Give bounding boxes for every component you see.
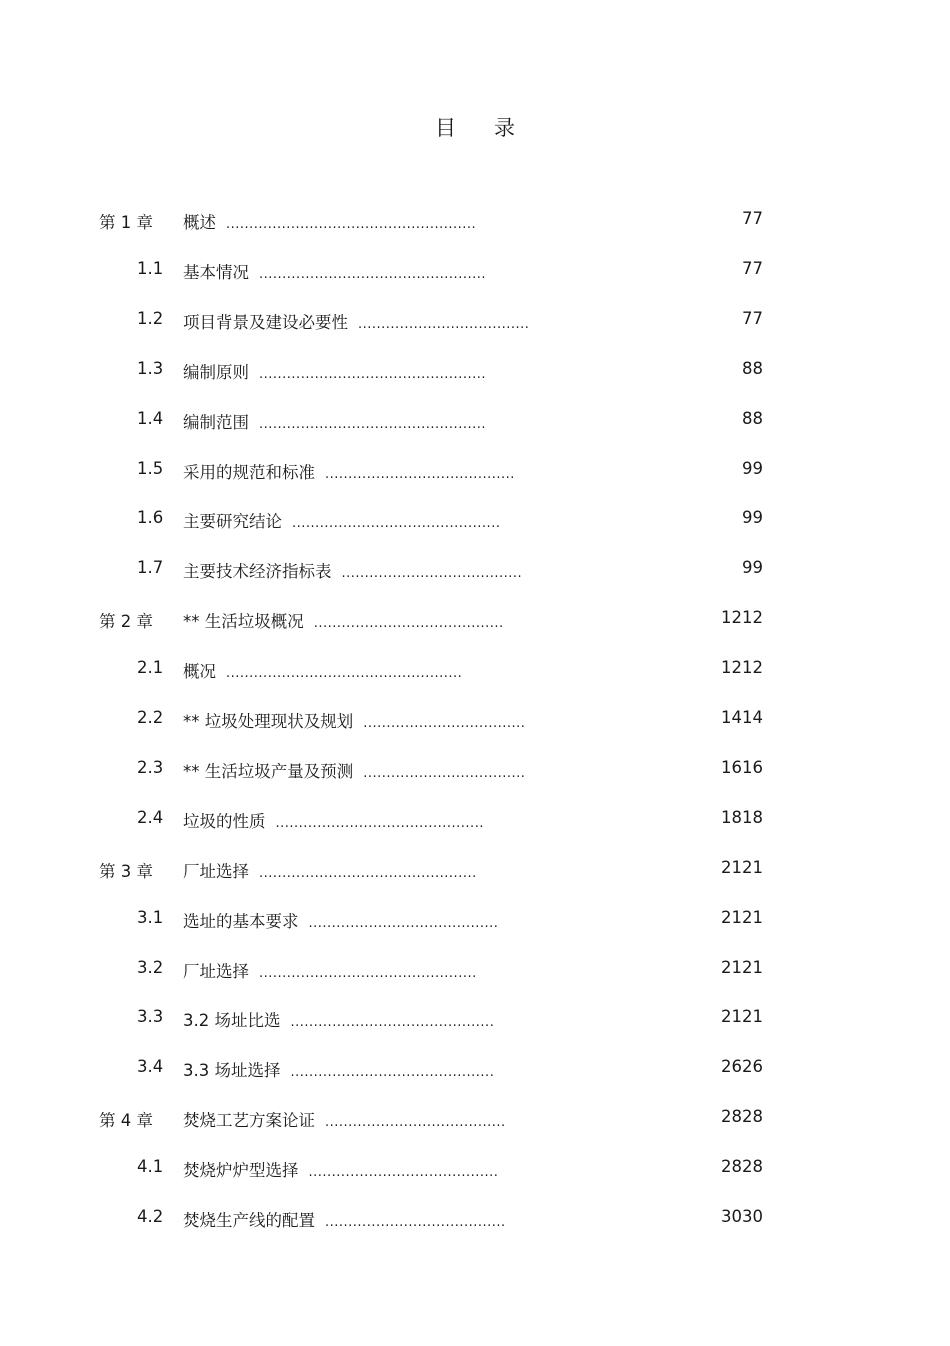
toc-entry-title-wrap [183, 508, 500, 532]
toc-entry-number: 3.3 [137, 1007, 164, 1027]
toc-entry[interactable] [0, 195, 950, 245]
toc-entry-page: 77 [742, 209, 763, 228]
toc-entry-title-wrap [183, 658, 462, 682]
toc-entry-leader-dots: ............................................. [292, 516, 501, 532]
toc-entry-title: ** 垃圾处理现状及规划 [183, 712, 354, 731]
toc-entry[interactable] [0, 1193, 950, 1243]
toc-entry-leader-dots: ............................................... [259, 965, 477, 981]
toc-entry[interactable] [0, 445, 950, 495]
toc-entry-page: 88 [742, 408, 763, 428]
toc-entry[interactable] [0, 245, 950, 295]
toc-entry-number: 3.1 [137, 907, 164, 927]
toc-entry-number: 1.4 [137, 408, 164, 428]
toc-entry-number: 1.2 [137, 308, 164, 328]
toc-entry-title: 主要技术经济指标表 [183, 562, 332, 582]
toc-entry-title-wrap [183, 1057, 494, 1081]
toc-entry-leader-dots: ......................................... [313, 616, 504, 632]
toc-entry-number: 1.5 [137, 458, 164, 478]
toc-entry-number: 第 3 章 [99, 861, 153, 881]
toc-entry-title-wrap [183, 309, 529, 333]
toc-entry-number: 1.6 [137, 508, 164, 528]
toc-entry-leader-dots: ...................................................... [226, 217, 477, 232]
toc-entry-title: ** 生活垃圾概况 [183, 612, 304, 632]
toc-entry-leader-dots: ......................................... [308, 1165, 499, 1181]
toc-entry-title: 项目背景及建设必要性 [183, 312, 348, 332]
toc-entry-title: 焚烧炉炉型选择 [183, 1161, 299, 1181]
toc-entry-title-wrap [183, 1007, 494, 1031]
toc-entry[interactable] [0, 894, 950, 944]
toc-entry-number: 2.2 [137, 708, 164, 727]
toc-entry[interactable] [0, 844, 950, 894]
toc-entry-leader-dots: ............................................ [290, 1015, 495, 1031]
toc-entry-number: 第 1 章 [99, 213, 153, 232]
toc-entry-title-wrap [183, 1207, 506, 1231]
toc-entry-number: 1.3 [137, 358, 164, 378]
toc-entry-leader-dots: ................................................. [259, 266, 486, 282]
toc-entry[interactable] [0, 1143, 950, 1193]
toc-entry[interactable] [0, 345, 950, 395]
toc-entry-leader-dots: ................................... [363, 765, 526, 781]
toc-entry-title: 编制原则 [183, 362, 249, 382]
toc-entry-number: 1.1 [137, 258, 164, 278]
toc-entry-number: 第 4 章 [99, 1111, 153, 1131]
toc-heading: 目录 [435, 116, 553, 140]
toc-entry-number: 4.2 [137, 1207, 164, 1226]
toc-entry-number: 第 2 章 [99, 612, 153, 632]
toc-entry-number: 4.1 [137, 1157, 164, 1177]
toc-entry-leader-dots: ......................................... [325, 466, 515, 482]
toc-entry-leader-dots: ....................................... [341, 566, 523, 582]
toc-entry-title-wrap [183, 758, 525, 782]
toc-entry[interactable] [0, 1093, 950, 1143]
toc-entry[interactable] [0, 1043, 950, 1093]
toc-entry[interactable] [0, 944, 950, 994]
toc-entry-page: 1616 [721, 757, 763, 777]
toc-entry-number: 2.4 [137, 807, 164, 827]
toc-entry-number: 2.1 [137, 658, 164, 678]
toc-entry-title-wrap [183, 459, 515, 483]
toc-entry[interactable] [0, 544, 950, 594]
toc-entry-page: 77 [742, 258, 763, 278]
toc-entry-title: ** 生活垃圾产量及预测 [183, 761, 354, 781]
toc-entry-page: 2828 [721, 1107, 763, 1127]
toc-entry-title-wrap [183, 858, 477, 882]
toc-entry[interactable] [0, 295, 950, 345]
toc-entry-number: 2.3 [137, 757, 164, 777]
toc-entry-title-wrap [183, 558, 522, 582]
toc-entry[interactable] [0, 395, 950, 445]
toc-entry-leader-dots: ....................................... [325, 1115, 506, 1131]
toc-entry-title: 基本情况 [183, 262, 249, 282]
toc-entry-title-wrap [183, 808, 484, 832]
toc-entry-page: 1414 [721, 708, 763, 727]
toc-entry-title-wrap [183, 259, 486, 283]
toc-entry[interactable] [0, 644, 950, 694]
toc-entry-title: 厂址选择 [183, 961, 249, 981]
toc-entry-title: 概述 [183, 213, 216, 232]
toc-entry-title: 主要研究结论 [183, 512, 282, 532]
toc-entry-page: 1212 [721, 608, 763, 628]
toc-entry-title-wrap [183, 1107, 506, 1131]
toc-entry-leader-dots: ............................................ [290, 1065, 495, 1081]
toc-entry-page: 88 [742, 358, 763, 378]
toc-entry-page: 2121 [721, 907, 763, 927]
toc-entry-title-wrap [183, 608, 504, 632]
toc-entry-page: 3030 [721, 1207, 763, 1226]
toc-entry-number: 3.4 [137, 1057, 164, 1077]
toc-entry-leader-dots: ......................................... [308, 915, 499, 931]
toc-entry[interactable] [0, 494, 950, 544]
toc-entry-leader-dots: ....................................... [325, 1215, 506, 1230]
toc-entry-title: 焚烧工艺方案论证 [183, 1111, 315, 1131]
toc-entry-title: 3.3 场址选择 [183, 1061, 281, 1081]
toc-entry-title-wrap [183, 958, 477, 982]
toc-entry-leader-dots: ................................... [363, 716, 526, 731]
toc-entry-title: 采用的规范和标准 [183, 462, 315, 482]
toc-entry-number: 1.7 [137, 558, 164, 578]
toc-entry-title-wrap [183, 1157, 498, 1181]
toc-entry-title: 焚烧生产线的配置 [183, 1211, 315, 1230]
toc-entry-leader-dots: ................................................. [259, 416, 486, 432]
toc-entry[interactable] [0, 594, 950, 644]
toc-entry-leader-dots: ............................................. [275, 815, 484, 831]
toc-entry-title: 选址的基本要求 [183, 911, 299, 931]
toc-entry-page: 2626 [721, 1057, 763, 1077]
toc-entry-page: 2121 [721, 957, 763, 977]
toc-entry-page: 77 [742, 308, 763, 328]
toc-entry-title-wrap [183, 209, 476, 233]
toc-entry[interactable] [0, 993, 950, 1043]
toc-entry-number: 3.2 [137, 957, 164, 977]
toc-entry-page: 2828 [721, 1157, 763, 1177]
toc-entry[interactable] [0, 744, 950, 794]
toc-entry[interactable] [0, 794, 950, 844]
toc-entry-page: 99 [742, 508, 763, 528]
toc-entry-title-wrap [183, 908, 498, 932]
toc-entry-page: 2121 [721, 857, 763, 877]
toc-entry-page: 2121 [721, 1007, 763, 1027]
toc-entry[interactable] [0, 694, 950, 744]
toc-entry-leader-dots: ..................................... [358, 316, 530, 332]
toc-entry-title-wrap [183, 359, 486, 383]
toc-entry-title: 垃圾的性质 [183, 811, 266, 831]
toc-entry-title: 编制范围 [183, 412, 249, 432]
toc-entry-title-wrap [183, 409, 486, 433]
toc-entry-title: 概况 [183, 662, 216, 682]
toc-entry-leader-dots: ................................................... [226, 666, 463, 682]
toc-entry-title: 厂址选择 [183, 861, 249, 881]
toc-entry-page: 99 [742, 458, 763, 478]
toc-entry-leader-dots: ............................................... [259, 865, 477, 881]
toc-entry-leader-dots: ................................................. [259, 366, 486, 382]
toc-entry-page: 99 [742, 558, 763, 578]
toc-entry-title: 3.2 场址比选 [183, 1011, 281, 1031]
toc-entry-page: 1212 [721, 658, 763, 678]
toc-entry-title-wrap [183, 708, 525, 732]
toc-entry-page: 1818 [721, 807, 763, 827]
